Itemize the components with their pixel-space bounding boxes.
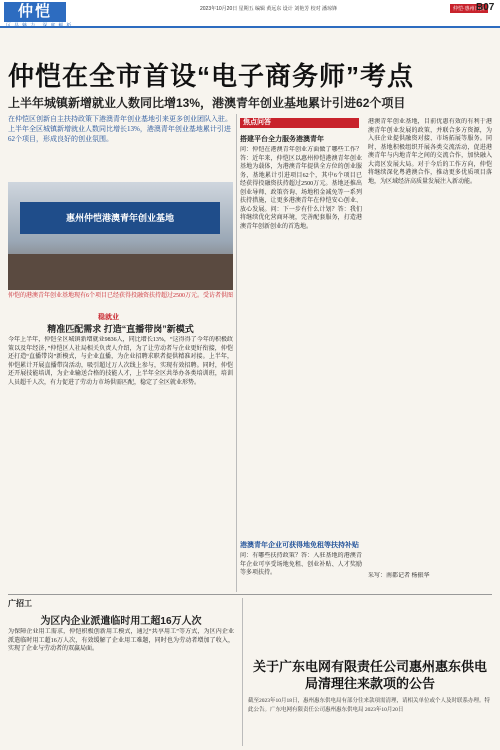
feature-photo [8, 182, 233, 290]
inset-heading: 港澳青年企业可获得地免租等扶持补贴 [240, 542, 359, 549]
column-divider [236, 114, 237, 592]
section-label-recruitment: 广招工 [8, 599, 32, 608]
masthead-rule [0, 26, 500, 28]
bottom-rule [8, 594, 492, 595]
page-number: B07 [476, 2, 495, 13]
byline: 采写：南都记者 杨振华 [368, 573, 430, 579]
section-title-recruitment: 为区内企业派遣临时用工超16万人次 [40, 616, 202, 627]
masthead [0, 0, 500, 26]
body-right-column: 港澳青年创业基地，目前优惠有效的有利于港澳青年创业发展的政策，并联合多方资源，为入驻企业提供融资对接、市场拓展等服务。同时，基地积极组织开展各类交流活动，促进港澳青年与内地青年之间的交流合作，加快融入大湾区发展大局。对于今后的工作方向，仲恺将继续深化粤港澳合作，推动更多优质项目落地，为区域经济高质量发展注入新动能。 [368, 119, 492, 185]
body-employment: 今年上半年，仲恺全区城镇新增就业9836人，同比增长13%，“这得得了今年的积极政策以及年经济，”仲恺区人社局相关负责人介绍，为了让劳动者与企业更好衔接，仲恺还打造“直播带岗”新模式，与企业直播，为企业招聘求职者提供精准对接。上半年，仲恺累计开展直播带岗活动，吸引超过万人次线上参与，实现有效招聘。同时，仲恺还开展技能培训，为企业输送合格的技能人才，上半年全区共举办各类培训班，培训人员超千人次，有力促进了劳动力市场供需匹配，稳定了全区就业形势。 [8, 337, 233, 386]
headline: 仲恺在全市首设“电子商务师”考点 [8, 61, 415, 91]
section-label-employment: 稳就业 [98, 314, 119, 321]
body-inset: 问：有哪些扶持政策？答：入驻基地的港澳青年企业可享受场地免租、创业补贴、人才奖励等多项扶持。 [240, 553, 362, 576]
notice-divider [242, 598, 243, 746]
body-recruitment: 为保障企业用工需求，仲恺积极创新用工模式，通过“共享用工”等方式，为区内企业派遣临时用工超16万人次，有效缓解了企业用工难题，同时也为劳动者增加了收入，实现了企业与劳动者的双赢局面。 [8, 629, 234, 652]
section-title-employment: 精准匹配需求 打造“直播带岗”新模式 [47, 324, 194, 334]
section-badge: 仲恺·惠州日报 [450, 4, 488, 13]
photo-caption: 仲恺的港澳青年创业基地现有6个项目已经获得投融资扶持超过2500万元。受访者供图 [8, 293, 234, 299]
notice-body: 截至2023年10月18日，惠州惠东供电局有部分往来款项需清理，请相关单位或个人及时联系办理。特此公告。广东电网有限责任公司惠州惠东供电局 2023年10月20日 [248, 698, 491, 713]
photo-banner: 惠州仲恺港澳青年创业基地 [20, 202, 220, 234]
photo-floor [8, 254, 233, 290]
masthead-info: 2023年10月20日 星期五 编辑 黄远东 设计 刘艳芳 校对 潘琼锋 [200, 6, 337, 12]
notice-title: 关于广东电网有限责任公司惠州惠东供电局清理往来款项的公告 [252, 659, 487, 691]
body-qa: 问：仲恺在港澳青年创业方面做了哪些工作？答：近年来，仲恺区以惠州仲恺港澳青年创业基地为载体，为港澳青年提供全方位的创业服务，基地累计引进项目62个，其中6个项目已经获得投融资扶持超过2500万元。基地还推出创业导师、政策咨询、场地租金减免等一系列扶持措施，让更多港澳青年在仲恺安心创业、放心发展。问：下一步有什么计划？答：我们将继续优化营商环境，完善配套服务，打造港澳青年创新创业的首选地。 [240, 147, 362, 230]
lead-paragraph: 在仲恺区创新自主扶持政策下港澳青年创业基地引来更多创业团队入驻。上半年全区城镇新增就业人数同比增长13%，港澳青年创业基地累计引进62个项目，形成良好的创业氛围。 [8, 115, 232, 143]
masthead-logo: 仲恺 [4, 2, 66, 22]
qa-title: 搭建平台全力服务港澳青年 [240, 136, 324, 143]
subheadline: 上半年城镇新增就业人数同比增13%，港澳青年创业基地累计引进62个项目 [8, 96, 406, 110]
qa-header: 焦点问答 [240, 118, 359, 128]
